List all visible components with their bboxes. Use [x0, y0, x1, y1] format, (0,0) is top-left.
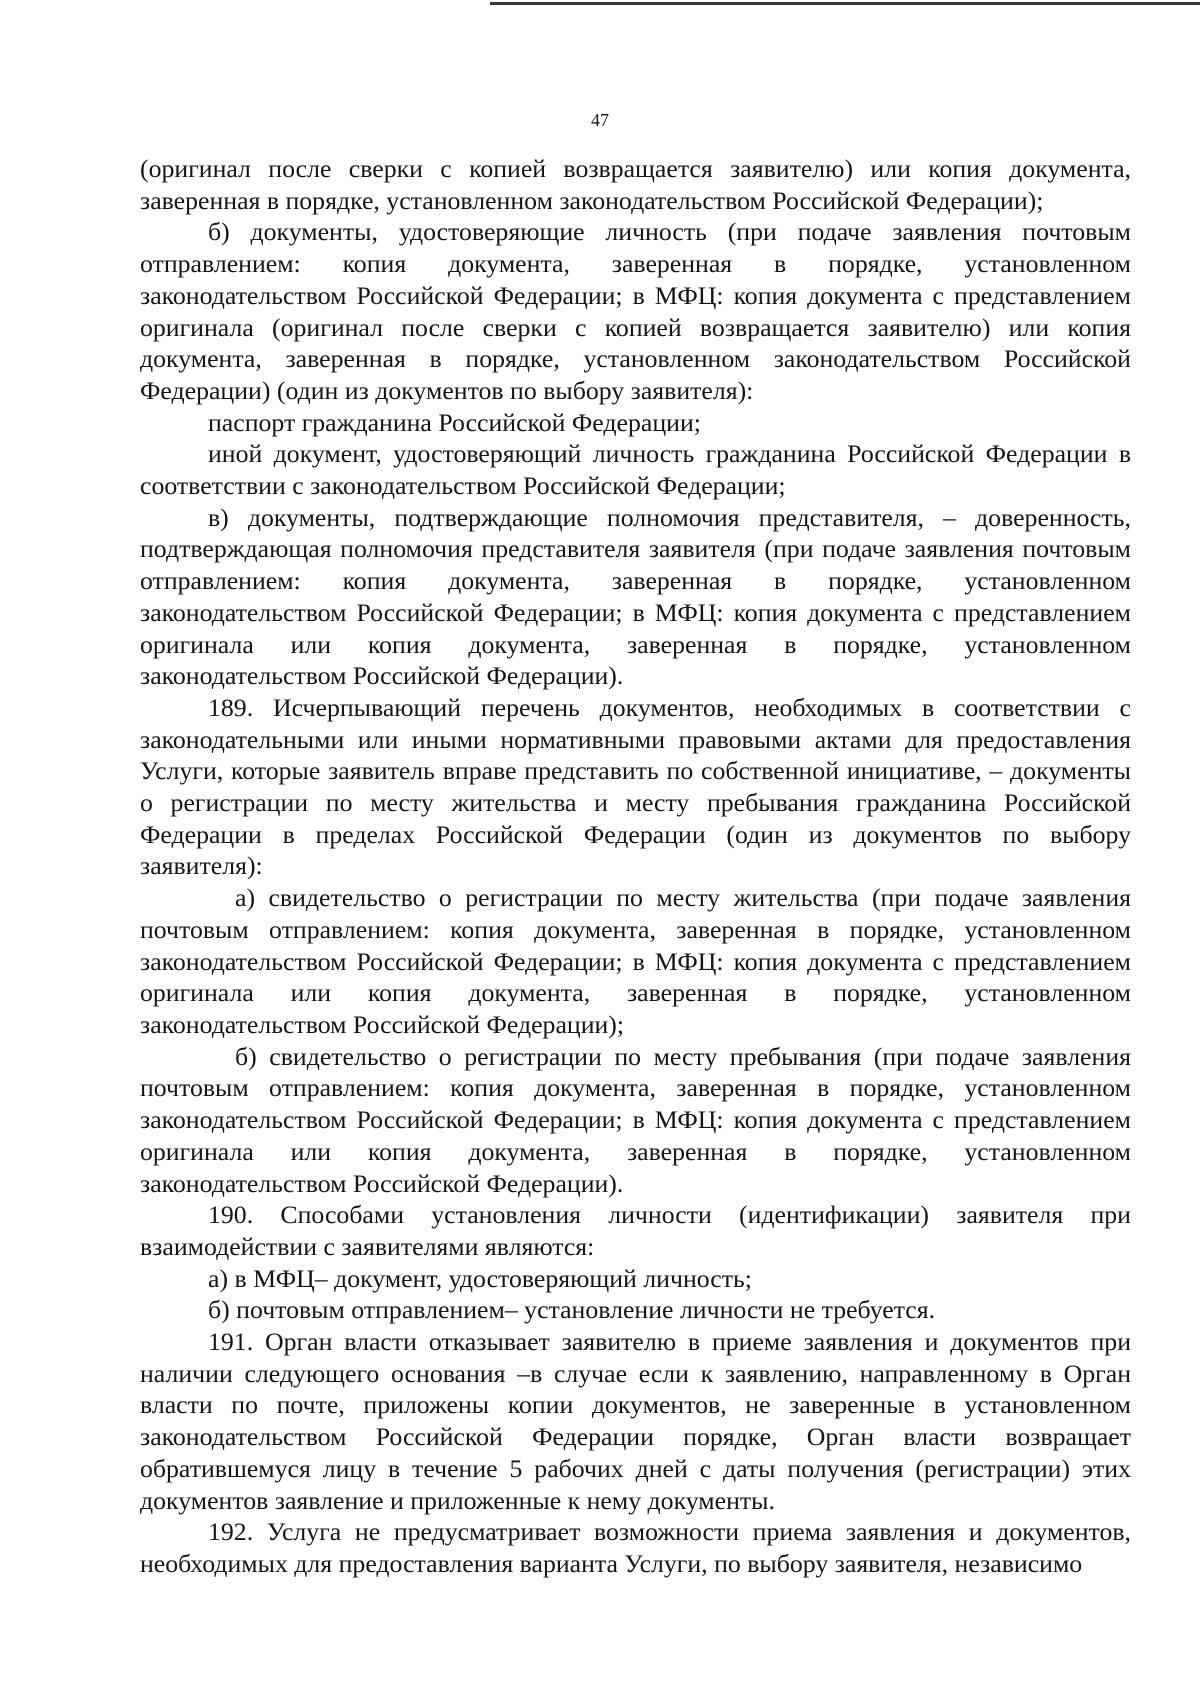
paragraph-189: 189. Исчерпывающий перечень документов, необходимых в соответствии с законодательными или иными нормативными правовыми актами для предоставления Услуги, которые заявитель вправе представить по собственной инициативе, – документы о регистрации по месту жительства и месту пребывания гражданина Российской Федерации в пределах Российской Федерации (один из документов по выбору заявителя): [140, 692, 1131, 881]
paragraph-190: 190. Способами установления личности (идентификации) заявителя при взаимодействии с заявителями являются: [140, 1200, 1131, 1261]
paragraph-other-identity-document: иной документ, удостоверяющий личность гражданина Российской Федерации в соответствии с законодательством Российской Федерации; [140, 439, 1131, 501]
paragraph-189-a: а) свидетельство о регистрации по месту жительства (при подаче заявления почтовым отправлением: копия документа, заверенная в порядке, установленном законодательством Российской Федерации; в МФЦ: копия документа с представлением оригинала или копия документа, заверенная в порядке, установленном законодательством Российской Федерации); [140, 883, 1131, 1039]
paragraph-identity-documents: б) документы, удостоверяющие личность (при подаче заявления почтовым отправлением: копия документа, заверенная в порядке, установленном законодательством Российской Федерации; в МФЦ: копия документа с представлением оригинала (оригинал после сверки с копией возвращается заявителю) или копия документа, заверенная в порядке, установленном законодательством Российской Федерации) (один из документов по выбору заявителя): [140, 217, 1131, 405]
paragraph-representative-authority: в) документы, подтверждающие полномочия представителя, – доверенность, подтверждающая полномочия представителя заявителя (при подаче заявления почтовым отправлением: копия документа, заверенная в порядке, установленном законодательством Российской Федерации; в МФЦ: копия документа с представлением оригинала или копия документа, заверенная в порядке, установленном законодательством Российской Федерации). [140, 502, 1131, 691]
paragraph-190-a: а) в МФЦ– документ, удостоверяющий личность; [208, 1263, 752, 1293]
paragraph-continuation: (оригинал после сверки с копией возвращается заявителю) или копия документа, заверенная в порядке, установленном законодательством Российской Федерации); [140, 154, 1131, 215]
paragraph-passport: паспорт гражданина Российской Федерации; [208, 407, 701, 437]
page-number: 47 [591, 110, 609, 130]
paragraph-191: 191. Орган власти отказывает заявителю в приеме заявления и документов при наличии следующего основания –в случае если к заявлению, направленному в Орган власти по почте, приложены копии документов, не заверенные в установленном законодательством Российской Федерации порядке, Орган власти возвращает обратившемуся лицу в течение 5 рабочих дней с даты получения (регистрации) этих документов заявление и приложенные к нему документы. [140, 1327, 1131, 1515]
document-body [140, 153, 1131, 1580]
scan-edge-line [490, 2, 1200, 5]
paragraph-189-b: б) свидетельство о регистрации по месту пребывания (при подаче заявления почтовым отправлением: копия документа, заверенная в порядке, установленном законодательством Российской Федерации; в МФЦ: копия документа с представлением оригинала или копия документа, заверенная в порядке, установленном законодательством Российской Федерации). [140, 1041, 1131, 1198]
paragraph-192: 192. Услуга не предусматривает возможности приема заявления и документов, необходимых для предоставления варианта Услуги, по выбору заявителя, независимо [140, 1517, 1131, 1578]
paragraph-190-b: б) почтовым отправлением– установление личности не требуется. [208, 1295, 936, 1325]
